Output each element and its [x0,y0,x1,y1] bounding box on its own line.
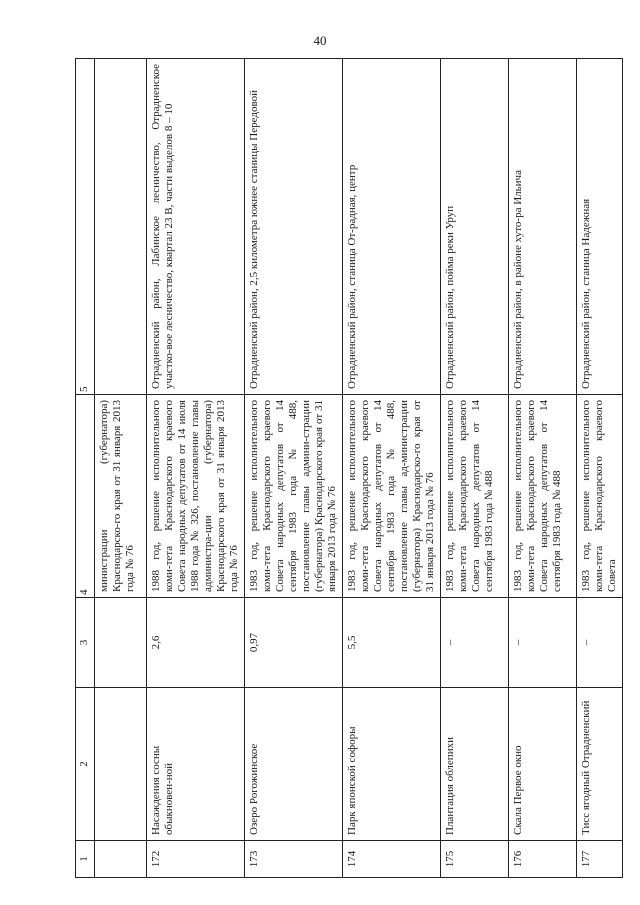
table-row [95,59,147,878]
object-location: Отрадненский район, станица Надежная [577,59,623,395]
table-header-row [76,59,95,878]
header-col-2: 2 [76,688,95,841]
object-name: Озеро Рогожинское [245,688,343,841]
object-area: – [509,598,577,688]
legal-basis: 1983 год, решение исполнительного коми-тета Краснодарского краевого Совета народных депутатов от 14 сентября 1983 года № 488, постановление главы ад-министрации (губернатора) Краснодарско-го края от 31 января 2013 года № 76 [343,395,441,598]
row-number: 177 [577,841,623,878]
object-area: 0,97 [245,598,343,688]
legal-basis: 1983 год, решение исполнительного коми-тета Краснодарского краевого Совета [577,395,623,598]
object-area: – [577,598,623,688]
row-number: 172 [147,841,245,878]
page-number: 40 [313,33,327,48]
table-row [441,59,509,878]
object-name: Парк японской софоры [343,688,441,841]
header-col-4: 4 [76,395,95,598]
row-number: 174 [343,841,441,878]
table-row [343,59,441,878]
object-location [95,59,147,395]
header-col-5: 5 [76,59,95,395]
object-name: Плантация облепихи [441,688,509,841]
legal-basis: 1983 год, решение исполнительного коми-тета Краснодарского краевого Совета народных депутатов от 14 сентября 1983 года № 488 [509,395,577,598]
table-row [147,59,245,878]
object-name [95,688,147,841]
row-number: 176 [509,841,577,878]
object-location: Отрадненский район, в районе хуто-ра Ильича [509,59,577,395]
object-location: Отрадненский район, Лабинское лесничество, Отрадненское участко-вое лесничество, квартал 23 В, части выделов 8 – 10 [147,59,245,395]
legal-basis: 1983 год, решение исполнительного коми-тета Краснодарского краевого Совета народных депутатов от 14 сентября 1983 года № 488 [441,395,509,598]
legal-basis: министрации (губернатора) Краснодарско-го края от 31 января 2013 года № 76 [95,395,147,598]
reserves-table [75,58,623,878]
object-area: 5,5 [343,598,441,688]
object-area: – [441,598,509,688]
legal-basis: 1988 год, решение исполнительного коми-тета Краснодарского краевого Совета народных депутатов от 14 июля 1988 года № 326, постановление главы администра-ции (губернатора) Краснодарского края от 31 января 2013 года № 76 [147,395,245,598]
legal-basis: 1983 год, решение исполнительного коми-тета Краснодарского краевого Совета народных депутатов от 14 сентября 1983 года № 488, постановление главы админи-страции (губернатора) Краснодарского края от 31 января 2013 года № 76 [245,395,343,598]
table-row [577,59,623,878]
object-location: Отрадненский район, 2,5 километра южнее станицы Передовой [245,59,343,395]
row-number [95,841,147,878]
row-number: 175 [441,841,509,878]
object-name: Насаждения сосны обыкновен-ной [147,688,245,841]
object-name: Тисс ягодный Отрадненский [577,688,623,841]
rotated-table-container [75,58,625,878]
object-location: Отрадненский район, пойма реки Уруп [441,59,509,395]
table-row [509,59,577,878]
object-location: Отрадненский район, станица От-радная, центр [343,59,441,395]
object-area [95,598,147,688]
table-area [75,58,625,878]
table-row [245,59,343,878]
object-area: 2,6 [147,598,245,688]
object-name: Скала Первое окно [509,688,577,841]
header-col-3: 3 [76,598,95,688]
header-col-1: 1 [76,841,95,878]
row-number: 173 [245,841,343,878]
